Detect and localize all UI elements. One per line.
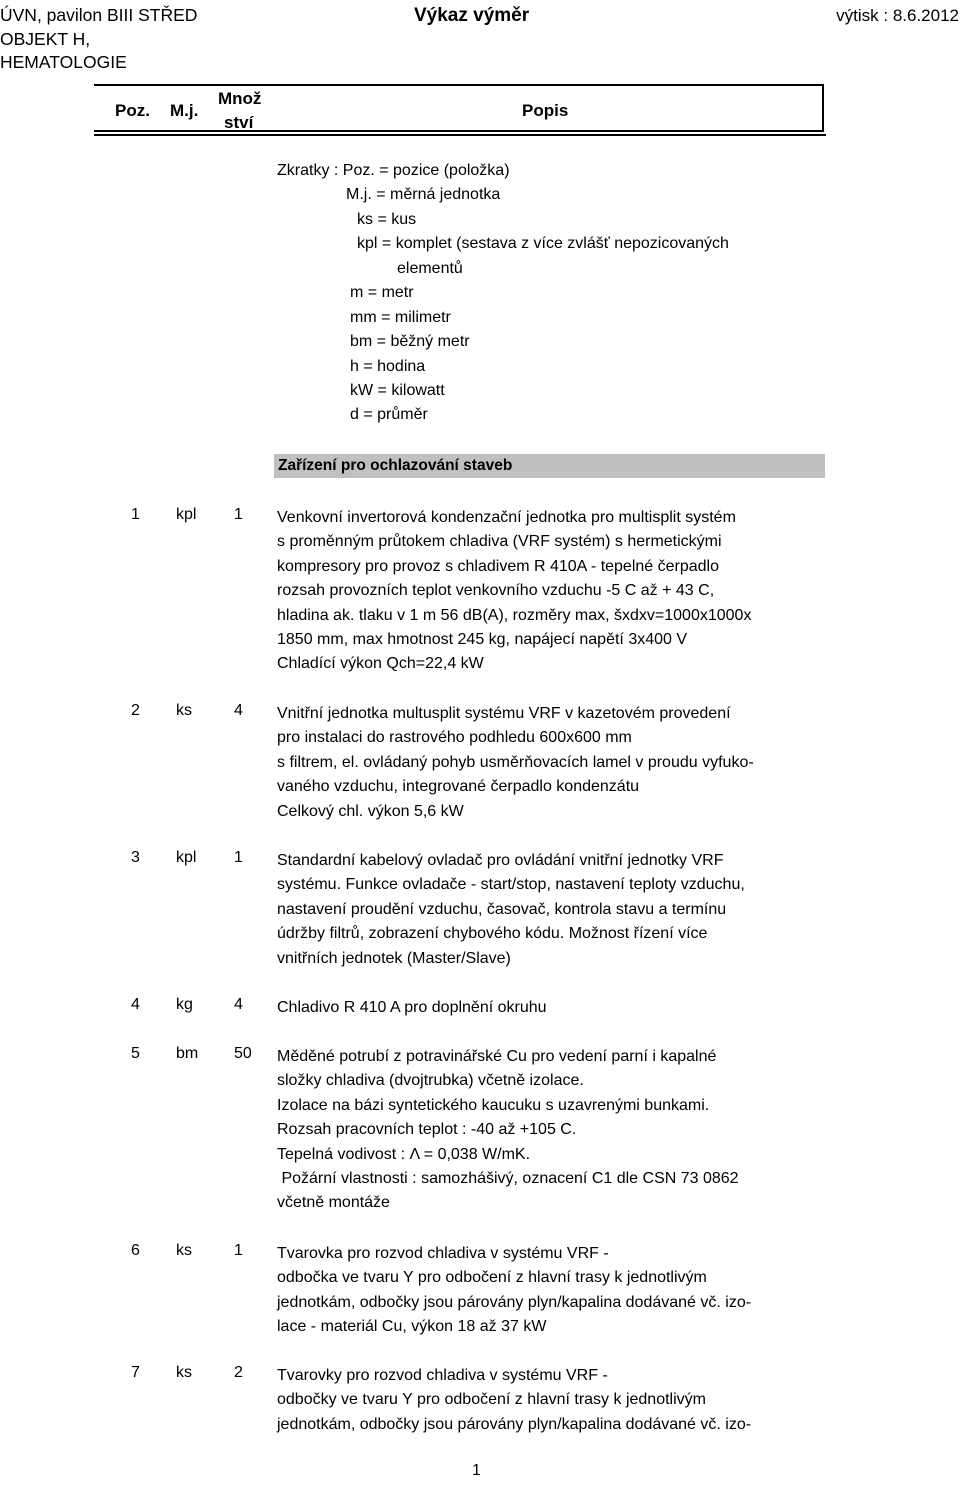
item-unit: ks	[176, 1242, 192, 1259]
description-line: kompresory pro provoz s chladivem R 410A - tepelné čerpadlo	[277, 557, 719, 575]
description-line: vnitřních jednotek (Master/Slave)	[277, 949, 511, 967]
project-line-3: HEMATOLOGIE	[0, 52, 127, 72]
description-line: Izolace na bázi syntetického kaucuku s uzavrenými bunkami.	[277, 1096, 710, 1114]
item-unit: kpl	[176, 849, 197, 866]
abbreviation-line: elementů	[397, 260, 463, 277]
description-line: Standardní kabelový ovladač pro ovládání vnitřní jednotky VRF	[277, 852, 724, 869]
page-number: 1	[472, 1462, 481, 1479]
description-line: s proměnným průtokem chladiva (VRF systém) s hermetickými	[277, 533, 722, 551]
description-line: odbočky ve tvaru Y pro odbočení z hlavní trasy k jednotlivým	[277, 1391, 706, 1409]
column-header-popis: Popis	[522, 101, 569, 120]
item-unit: bm	[176, 1045, 199, 1062]
description-line: údržby filtrů, zobrazení chybového kódu. Možnost řízení více	[277, 925, 708, 943]
project-line-1: ÚVN, pavilon BIII STŘED	[0, 5, 198, 25]
description-line: rozsah provozních teplot venkovního vzduchu -5 C až + 43 C,	[277, 582, 715, 600]
item-description	[277, 1045, 837, 1216]
description-line: pro instalaci do rastrového podhledu 600x600 mm	[277, 729, 632, 747]
item-quantity: 1	[234, 506, 243, 523]
description-line: 1850 mm, max hmotnost 245 kg, napájecí napětí 3x400 V	[277, 631, 688, 649]
abbreviation-line: d = průměr	[350, 406, 428, 423]
item-description	[277, 702, 837, 824]
abbreviation-line: ks = kus	[357, 211, 417, 228]
item-description	[277, 996, 837, 1020]
section-heading	[274, 454, 825, 478]
description-line: vaného vzduchu, integrované čerpadlo kondenzátu	[277, 778, 640, 796]
abbreviation-line: kW = kilowatt	[350, 382, 445, 399]
item-unit: kpl	[176, 506, 197, 523]
abbreviation-line: M.j. = měrná jednotka	[346, 186, 501, 203]
description-line: jednotkám, odbočky jsou párovány plyn/kapalina dodávané vč. izo-	[277, 1293, 752, 1311]
item-unit: ks	[176, 1364, 192, 1381]
abbreviation-line: mm = milimetr	[350, 309, 451, 326]
project-name	[0, 4, 197, 75]
description-line: Požární vlastnosti : samozhášivý, oznacení C1 dle CSN 73 0862	[277, 1170, 739, 1188]
column-header-mnozstvi-2: ství	[224, 113, 254, 132]
abbreviation-line: h = hodina	[350, 358, 426, 375]
description-line: Chladící výkon Qch=22,4 kW	[277, 655, 484, 673]
item-position: 7	[131, 1364, 140, 1381]
description-line: Celkový chl. výkon 5,6 kW	[277, 802, 464, 820]
abbreviation-line: m = metr	[350, 284, 414, 301]
item-quantity: 1	[234, 849, 243, 866]
description-line: Rozsah pracovních teplot : -40 až +105 C.	[277, 1121, 577, 1139]
abbreviation-line: bm = běžný metr	[350, 333, 470, 350]
description-line: Tvarovky pro rozvod chladiva v systému VRF -	[277, 1367, 608, 1384]
abbreviations-label: Zkratky : Poz. = pozice (položka)	[277, 162, 510, 179]
item-quantity: 2	[234, 1364, 243, 1381]
description-line: Chladivo R 410 A pro doplnění okruhu	[277, 999, 547, 1016]
item-unit: ks	[176, 702, 192, 719]
description-line: Venkovní invertorová kondenzační jednotka pro multisplit systém	[277, 509, 736, 526]
section-title: Zařízení pro ochlazování staveb	[278, 457, 513, 474]
item-quantity: 50	[234, 1045, 252, 1062]
description-line: včetně montáže	[277, 1194, 390, 1212]
item-position: 4	[131, 996, 140, 1013]
item-description	[277, 506, 837, 677]
item-quantity: 1	[234, 1242, 243, 1259]
item-position: 2	[131, 702, 140, 719]
item-position: 1	[131, 506, 140, 523]
item-position: 5	[131, 1045, 140, 1062]
item-unit: kg	[176, 996, 193, 1013]
description-line: složky chladiva (dvojtrubka) včetně izolace.	[277, 1072, 584, 1090]
description-line: systému. Funkce ovladače - start/stop, nastavení teploty vzduchu,	[277, 876, 745, 894]
description-line: s filtrem, el. ovládaný pohyb usměrňovacích lamel v proudu vyfuko-	[277, 753, 754, 771]
description-line: odbočka ve tvaru Y pro odbočení z hlavní trasy k jednotlivým	[277, 1269, 707, 1287]
item-quantity: 4	[234, 996, 243, 1013]
description-line: Vnitřní jednotka multusplit systému VRF v kazetovém provedení	[277, 705, 731, 722]
description-line: Tepelná vodivost : Λ = 0,038 W/mK.	[277, 1145, 531, 1163]
abbreviation-line: kpl = komplet (sestava z více zvlášť nepozicovaných	[357, 235, 729, 252]
item-description	[277, 1242, 837, 1340]
column-header-bar	[94, 84, 824, 132]
item-position: 3	[131, 849, 140, 866]
description-line: nastavení proudění vzduchu, časovač, kontrola stavu a termínu	[277, 900, 727, 918]
column-header-mnozstvi-1: Množ	[218, 89, 262, 108]
column-header-poz: Poz.	[115, 101, 150, 120]
description-line: Tvarovka pro rozvod chladiva v systému VRF -	[277, 1245, 609, 1262]
description-line: jednotkám, odbočky jsou párovány plyn/kapalina dodávané vč. izo-	[277, 1415, 752, 1433]
item-position: 6	[131, 1242, 140, 1259]
description-line: Měděné potrubí z potravinářské Cu pro vedení parní i kapalné	[277, 1048, 717, 1065]
document-title: Výkaz výměr	[414, 5, 530, 26]
item-description	[277, 849, 837, 971]
item-description	[277, 1364, 837, 1437]
project-line-2: OBJEKT H,	[0, 28, 91, 49]
item-quantity: 4	[234, 702, 243, 719]
column-header-mj: M.j.	[170, 101, 199, 120]
description-line: hladina ak. tlaku v 1 m 56 dB(A), rozměry max, šxdxv=1000x1000x	[277, 606, 752, 624]
print-date: výtisk : 8.6.2012	[836, 6, 959, 25]
description-line: lace - materiál Cu, výkon 18 až 37 kW	[277, 1318, 547, 1336]
